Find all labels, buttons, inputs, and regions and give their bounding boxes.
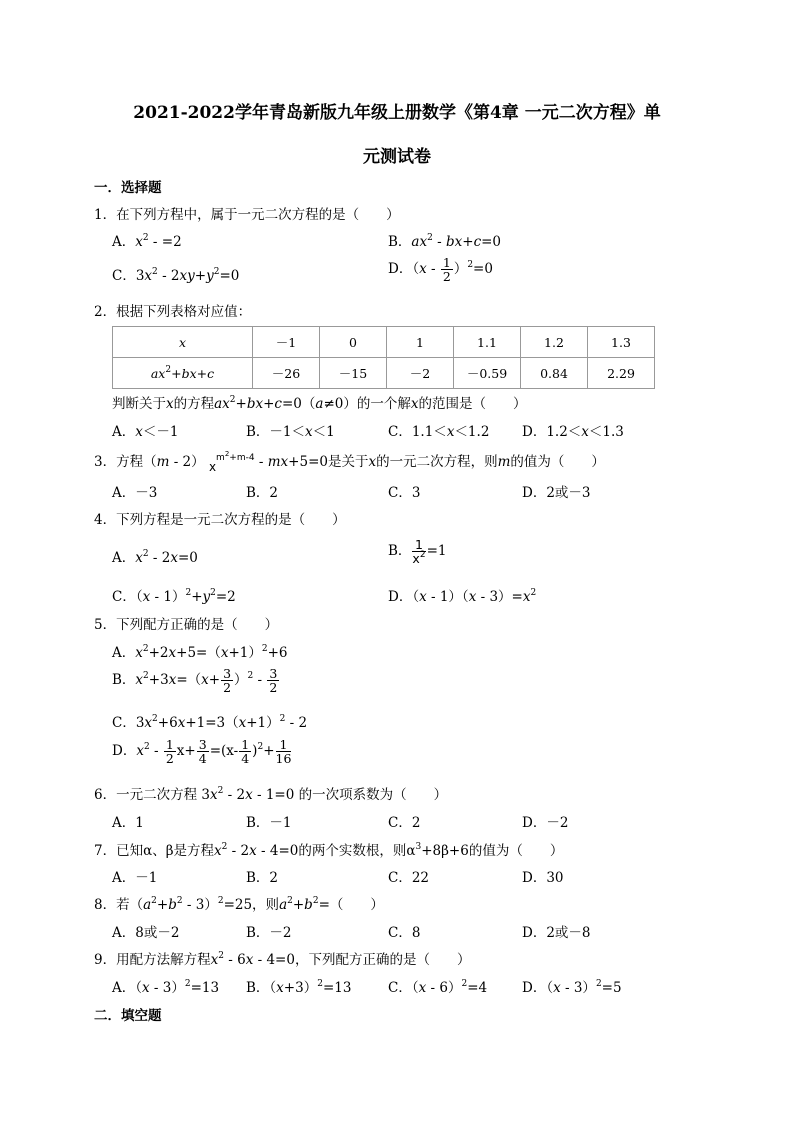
q7-option-a: A．－1 (112, 870, 158, 886)
q9-option-a: A．（x - 3）$^2$=13 (112, 979, 220, 996)
table-cell: －15 (320, 358, 387, 389)
page-title-cont: 元测试卷 (363, 147, 431, 167)
table-cell: 0.84 (521, 358, 588, 389)
question-4-stem: 4．下列方程是一元二次方程的是（ ） (94, 512, 346, 528)
q8-option-b: B．－2 (246, 925, 292, 941)
q3-option-c: C．3 (388, 485, 421, 501)
question-6-stem: 6．一元二次方程 $3x^2 - 2x - 1=0$ 的一次项系数为（ ） (94, 786, 448, 803)
q2-option-d: D．1.2＜x＜1.3 (522, 424, 624, 440)
q5-option-b: B．$x^2+3x=(x+$ $\frac{3}{2}$ ）$^2$ - $\frac{3}{2}$ (112, 666, 278, 696)
q7-option-c: C．22 (388, 870, 430, 886)
q8-option-d: D．2或－8 (522, 925, 591, 941)
q8-option-c: C．8 (388, 925, 421, 941)
table-row (113, 358, 655, 389)
question-2-stem: 2．根据下列表格对应值： (94, 304, 252, 320)
q6-option-d: D．－2 (522, 815, 569, 831)
table-cell: －26 (253, 358, 320, 389)
q2-option-c: C．1.1＜x＜1.2 (388, 424, 490, 440)
q9-option-d: D．（x - 3）$^2$=5 (522, 979, 622, 996)
question-2-stem-2: 判断关于x的方程$ax^2+bx+c=0(a\ne 0)$的一个解x的范围是（ ） (112, 395, 527, 412)
question-3-stem: 3．方程（m - 2） $x^{m^2+m-4} - mx+5=0$是关于x的一元二次方程，则m的值为（ ） (94, 450, 605, 474)
table-cell: $ax^2+bx+c$ (113, 358, 253, 389)
question-1-stem: 1．在下列方程中，属于一元二次方程的是（ ） (94, 207, 400, 223)
page-title: 2021-2022学年青岛新版九年级上册数学《第4章 一元二次方程》单 (133, 103, 661, 123)
table-cell: 1.3 (588, 327, 655, 358)
table-cell: －1 (253, 327, 320, 358)
q7-option-d: D．30 (522, 870, 564, 886)
question-7-stem: 7．已知α、β是方程$x^2 - 2x - 4=0$的两个实数根，则$\alpha^3+8\beta+6$的值为（ ） (94, 842, 564, 859)
question-5-stem: 5．下列配方正确的是（ ） (94, 617, 279, 633)
table-cell: －0.59 (454, 358, 521, 389)
q2-option-b: B．－1＜x＜1 (246, 424, 335, 440)
table-cell: 1.2 (521, 327, 588, 358)
table-cell: 1 (387, 327, 454, 358)
q9-option-b: B．$(x+3)^2=13$ (246, 979, 352, 996)
question-9-stem: 9．用配方法解方程$x^2 - 6x - 4=0$，下列配方正确的是（ ） (94, 951, 471, 968)
q6-option-b: B．－1 (246, 815, 292, 831)
q4-option-d: D．$(x - 1)(x - 3)=x^2$ (388, 588, 537, 605)
q2-option-a: A．x＜－1 (112, 424, 179, 440)
q6-option-a: A．1 (112, 815, 144, 831)
table-cell: 0 (320, 327, 387, 358)
q3-option-a: A．－3 (112, 485, 158, 501)
q1-option-c: C．$3x^2 - 2xy+y^2=0$ (112, 267, 240, 284)
q1-option-a: A．$x^2 - =2$ (112, 233, 182, 250)
section-heading-fill: 二．填空题 (94, 1008, 162, 1024)
table-cell: －2 (387, 358, 454, 389)
value-table (112, 326, 655, 389)
q1-option-d: D．（x - $\frac{1}{2}$ ）$^2$=0 (388, 255, 493, 285)
q4-option-a: A．$x^2 - 2x=0$ (112, 549, 198, 566)
q7-option-b: B．2 (246, 870, 279, 886)
table-cell: x (113, 327, 253, 358)
q5-option-c: C．$3x^2+6x+1=3(x+1)^2 - 2$ (112, 714, 308, 731)
q6-option-c: C．2 (388, 815, 421, 831)
q4-option-b: B． $\frac{1}{x^2}$ =1 (388, 537, 447, 567)
q8-option-a: A．8或－2 (112, 925, 180, 941)
table-row (113, 327, 655, 358)
q4-option-c: C．$(x - 1)^2+y^2=2$ (112, 588, 236, 605)
q9-option-c: C．（x - 6）$^2$=4 (388, 979, 488, 996)
q5-option-d: D．$x^2$ - $\frac{1}{2}$ x+ $\frac{3}{4}$ =(x- $\frac{1}{4}$ )$^2$+ $\frac{1}{16}$ (112, 737, 292, 767)
question-8-stem: 8．若$(a^2+b^2 - 3)^2=25$，则$a^2+b^2=$（ ） (94, 896, 384, 913)
q3-option-b: B．2 (246, 485, 279, 501)
table-cell: 1.1 (454, 327, 521, 358)
section-heading-choice: 一．选择题 (94, 180, 162, 196)
q1-option-b: B．$ax^2 - bx+c=0$ (388, 233, 502, 250)
table-cell: 2.29 (588, 358, 655, 389)
q3-option-d: D．2或－3 (522, 485, 591, 501)
q5-option-a: A．$x^2+2x+5=(x+1)^2+6$ (112, 644, 288, 661)
